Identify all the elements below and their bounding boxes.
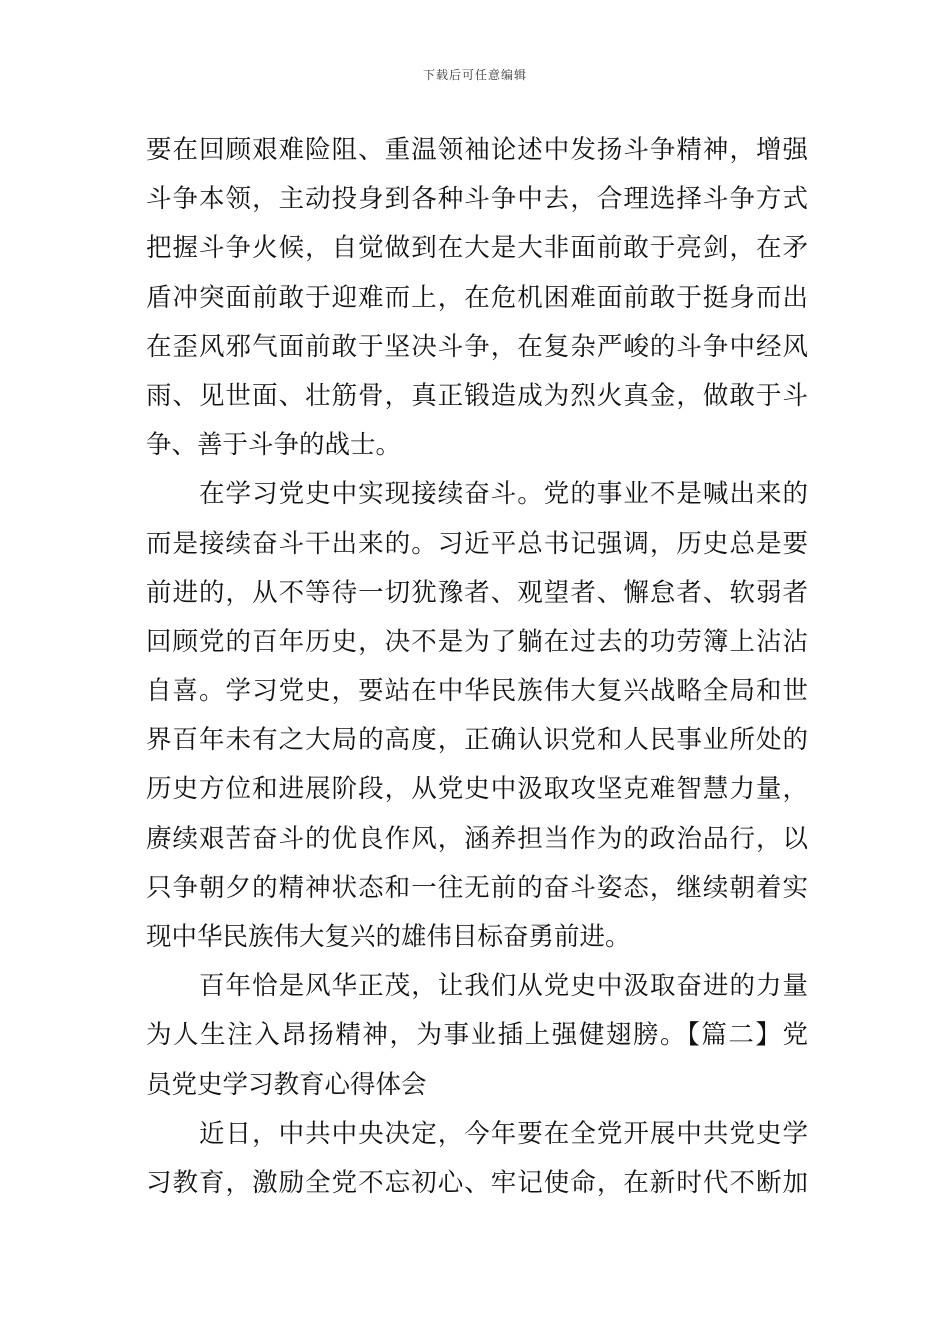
text-line: 员党史学习教育心得体会 [146, 1069, 427, 1100]
text-line: 前进的，从不等待一切犹豫者、观望者、懈怠者、软弱者 [146, 577, 808, 608]
text-line: 自喜。学习党史，要站在中华民族伟大复兴战略全局和世 [146, 676, 808, 707]
text-line: 近日，中共中央决定，今年要在全党开展中共党史学 [146, 1118, 808, 1149]
text-line: 要在回顾艰难险阻、重温领袖论述中发扬斗争精神，增强 [146, 135, 808, 165]
text-line: 只争朝夕的精神状态和一往无前的奋斗姿态，继续朝着实 [146, 872, 808, 903]
text-line: 界百年未有之大局的高度，正确认识党和人民事业所处的 [146, 725, 808, 756]
text-line: 盾冲突面前敢于迎难而上，在危机困难面前敢于挺身而出 [146, 282, 808, 313]
document-body [146, 126, 808, 1208]
text-line: 在学习党史中实现接续奋斗。党的事业不是喊出来的 [146, 479, 808, 510]
text-line: 历史方位和进展阶段，从党史中汲取攻坚克难智慧力量， [146, 774, 808, 805]
text-line: 赓续艰苦奋斗的优良作风，涵养担当作为的政治品行，以 [146, 823, 808, 854]
text-line: 习教育，激励全党不忘初心、牢记使命，在新时代不断加 [146, 1167, 808, 1198]
text-line: 争、善于斗争的战士。 [146, 430, 402, 461]
text-line: 在歪风邪气面前敢于坚决斗争，在复杂严峻的斗争中经风 [146, 331, 808, 362]
page-header-note: 下载后可任意编辑 [422, 68, 527, 82]
text-line: 现中华民族伟大复兴的雄伟目标奋勇前进。 [146, 922, 631, 952]
text-line: 把握斗争火候，自觉做到在大是大非面前敢于亮剑，在矛 [146, 233, 808, 264]
text-line: 雨、见世面、壮筋骨，真正锻造成为烈火真金，做敢于斗 [146, 380, 808, 411]
text-line: 百年恰是风华正茂，让我们从党史中汲取奋进的力量 [146, 971, 808, 1002]
text-line: 而是接续奋斗干出来的。习近平总书记强调，历史总是要 [146, 528, 808, 559]
text-line: 为人生注入昂扬精神，为事业插上强健翅膀。【篇二】党 [146, 1020, 808, 1051]
text-line: 斗争本领，主动投身到各种斗争中去，合理选择斗争方式 [146, 184, 808, 215]
text-line: 回顾党的百年历史，决不是为了躺在过去的功劳簿上沾沾 [146, 626, 808, 657]
